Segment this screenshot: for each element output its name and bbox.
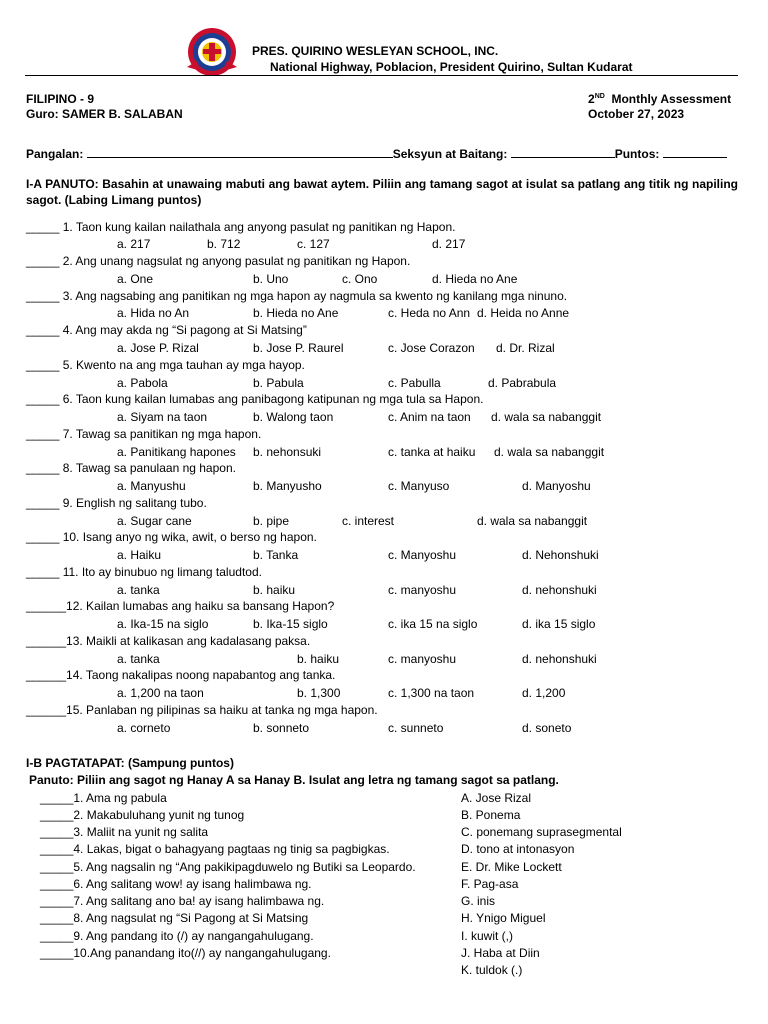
score-label: Puntos: bbox=[614, 147, 663, 161]
assessment-date: October 27, 2023 bbox=[588, 107, 685, 121]
column-b-item: D. tono at intonasyon bbox=[461, 842, 575, 856]
subject-label: FILIPINO - 9 bbox=[26, 92, 95, 106]
choice-c: c. Anim na taon bbox=[388, 410, 471, 424]
choice-b: b. nehonsuki bbox=[253, 445, 322, 459]
column-a-item: _____9. Ang pandang ito (/) ay nangangahulugang. bbox=[40, 929, 314, 943]
assessment-title bbox=[588, 92, 731, 106]
choice-a: a. Hida no An bbox=[117, 306, 190, 320]
question-text: _____ 5. Kwento na ang mga tauhan ay mga hayop. bbox=[26, 358, 305, 372]
choice-a: a. 1,200 na taon bbox=[117, 686, 204, 700]
column-a-item: _____2. Makabuluhang yunit ng tunog bbox=[40, 808, 245, 822]
choice-b: b. haiku bbox=[253, 583, 296, 597]
question-text: _____ 4. Ang may akda ng “Si pagong at Si Matsing” bbox=[26, 323, 307, 337]
choice-b: b. 712 bbox=[207, 237, 241, 251]
column-b-item: I. kuwit (,) bbox=[461, 929, 514, 943]
choice-d: d. wala sa nabanggit bbox=[477, 514, 588, 528]
header-divider bbox=[25, 75, 738, 76]
assessment-label: Monthly Assessment bbox=[611, 92, 732, 106]
column-b-item: K. tuldok (.) bbox=[461, 963, 523, 977]
section-blank[interactable] bbox=[511, 146, 615, 158]
question-text: _____ 7. Tawag sa panitikan ng mga hapon. bbox=[26, 427, 262, 441]
school-address: National Highway, Poblacion, President Quirino, Sultan Kudarat bbox=[270, 60, 633, 74]
school-logo bbox=[183, 27, 241, 77]
choice-d: d. 217 bbox=[432, 237, 466, 251]
choice-b: b. sonneto bbox=[253, 721, 310, 735]
choice-a: a. Ika-15 na siglo bbox=[117, 617, 209, 631]
choice-a: a. tanka bbox=[117, 652, 160, 666]
choice-d: d. wala sa nabanggit bbox=[494, 445, 605, 459]
choice-a: a. Siyam na taon bbox=[117, 410, 208, 424]
choice-c: c. Manyoshu bbox=[388, 548, 457, 562]
column-a-item: _____4. Lakas, bigat o bahagyang pagtaas ng tinig sa pagbigkas. bbox=[40, 842, 390, 856]
choice-b: b. Hieda no Ane bbox=[253, 306, 339, 320]
choice-d: d. ika 15 siglo bbox=[522, 617, 596, 631]
name-line bbox=[26, 146, 727, 161]
column-a-item: _____6. Ang salitang wow! ay isang halimbawa ng. bbox=[40, 877, 312, 891]
column-a-item: _____10.Ang panandang ito(//) ay nangangahulugang. bbox=[40, 946, 331, 960]
choice-c: c. Jose Corazon bbox=[388, 341, 475, 355]
part1-instructions: I-A PANUTO: Basahin at unawaing mabuti ang bawat aytem. Piliin ang tamang sagot at isulat sa patlang ang titik ng napiling sagot. (Labing Limang puntos) bbox=[26, 177, 738, 207]
question-text: _____ 1. Taon kung kailan nailathala ang anyong pasulat ng panitikan ng Hapon. bbox=[26, 220, 456, 234]
column-b-item: C. ponemang suprasegmental bbox=[461, 825, 622, 839]
choice-c: c. Ono bbox=[342, 272, 378, 286]
choice-a: a. One bbox=[117, 272, 154, 286]
choice-b: b. Jose P. Raurel bbox=[253, 341, 344, 355]
choice-c: c. manyoshu bbox=[388, 652, 457, 666]
choice-c: c. tanka at haiku bbox=[388, 445, 476, 459]
choice-a: a. Jose P. Rizal bbox=[117, 341, 199, 355]
choice-a: a. Sugar cane bbox=[117, 514, 192, 528]
choice-b: b. Uno bbox=[253, 272, 289, 286]
choice-d: d. Manyoshu bbox=[522, 479, 591, 493]
choice-c: c. 127 bbox=[297, 237, 330, 251]
question-text: _____ 11. Ito ay binubuo ng limang taludtod. bbox=[26, 565, 262, 579]
column-a-item: _____1. Ama ng pabula bbox=[40, 791, 167, 805]
question-text: ______12. Kailan lumabas ang haiku sa bansang Hapon? bbox=[26, 599, 335, 613]
column-a-item: _____8. Ang nagsulat ng “Si Pagong at Si Matsing bbox=[40, 911, 309, 925]
column-b-item: A. Jose Rizal bbox=[461, 791, 532, 805]
column-a-item: _____7. Ang salitang ano ba! ay isang halimbawa ng. bbox=[40, 894, 325, 908]
choice-c: c. sunneto bbox=[388, 721, 444, 735]
question-text: _____ 8. Tawag sa panulaan ng hapon. bbox=[26, 461, 236, 475]
name-label: Pangalan: bbox=[26, 147, 87, 161]
name-blank[interactable] bbox=[87, 146, 393, 158]
choice-d: d. soneto bbox=[522, 721, 572, 735]
choice-c: c. 1,300 na taon bbox=[388, 686, 475, 700]
choice-d: d. Dr. Rizal bbox=[496, 341, 555, 355]
column-a-item: _____5. Ang nagsalin ng “Ang pakikipagduwelo ng Butiki sa Leopardo. bbox=[40, 860, 416, 874]
choice-d: d. nehonshuki bbox=[522, 583, 597, 597]
question-text: _____ 9. English ng salitang tubo. bbox=[26, 496, 207, 510]
choice-a: a. Panitikang hapones bbox=[117, 445, 236, 459]
choice-b: b. 1,300 bbox=[297, 686, 341, 700]
question-text: ______14. Taong nakalipas noong napabantog ang tanka. bbox=[26, 668, 336, 682]
choice-c: c. Heda no Ann bbox=[388, 306, 471, 320]
choice-a: a. Pabola bbox=[117, 376, 168, 390]
choice-d: d. Hieda no Ane bbox=[432, 272, 518, 286]
column-a-item: _____3. Maliit na yunit ng salita bbox=[40, 825, 209, 839]
column-b-item: E. Dr. Mike Lockett bbox=[461, 860, 562, 874]
section-label: Seksyun at Baitang: bbox=[392, 147, 511, 161]
assessment-number: 2 bbox=[588, 92, 595, 106]
choice-a: a. tanka bbox=[117, 583, 160, 597]
choice-a: a. corneto bbox=[117, 721, 171, 735]
choice-b: b. haiku bbox=[297, 652, 340, 666]
choice-c: c. Pabulla bbox=[388, 376, 441, 390]
choice-c: c. ika 15 na siglo bbox=[388, 617, 478, 631]
choice-c: c. Manyuso bbox=[388, 479, 450, 493]
score-blank[interactable] bbox=[663, 146, 727, 158]
choice-d: d. wala sa nabanggit bbox=[491, 410, 602, 424]
choice-c: c. manyoshu bbox=[388, 583, 457, 597]
choice-d: d. Pabrabula bbox=[488, 376, 557, 390]
choice-d: d. 1,200 bbox=[522, 686, 566, 700]
question-text: _____ 6. Taon kung kailan lumabas ang panibagong katipunan ng mga tula sa Hapon. bbox=[26, 392, 484, 406]
question-text: ______15. Panlaban ng pilipinas sa haiku at tanka ng mga hapon. bbox=[26, 703, 378, 717]
choice-d: d. nehonshuki bbox=[522, 652, 597, 666]
assessment-ordinal: ND bbox=[594, 93, 605, 100]
column-b-item: G. inis bbox=[461, 894, 496, 908]
choice-b: b. Pabula bbox=[253, 376, 304, 390]
choice-a: a. Haiku bbox=[117, 548, 162, 562]
question-text: ______13. Maikli at kalikasan ang kadalasang paksa. bbox=[26, 634, 311, 648]
choice-b: b. pipe bbox=[253, 514, 290, 528]
school-name: PRES. QUIRINO WESLEYAN SCHOOL, INC. bbox=[252, 44, 499, 58]
part2-instructions: Panuto: Piliin ang sagot ng Hanay A sa Hanay B. Isulat ang letra ng tamang sagot sa patlang. bbox=[29, 773, 559, 787]
column-b-item: F. Pag-asa bbox=[461, 877, 519, 891]
choice-a: a. 217 bbox=[117, 237, 151, 251]
choice-b: b. Walong taon bbox=[253, 410, 334, 424]
part2-title: I-B PAGTATAPAT: (Sampung puntos) bbox=[26, 756, 234, 770]
question-text: _____ 10. Isang anyo ng wika, awit, o berso ng hapon. bbox=[26, 530, 317, 544]
choice-a: a. Manyushu bbox=[117, 479, 186, 493]
choice-d: d. Nehonshuki bbox=[522, 548, 599, 562]
column-b-item: H. Ynigo Miguel bbox=[461, 911, 546, 925]
choice-b: b. Manyusho bbox=[253, 479, 322, 493]
teacher-label: Guro: SAMER B. SALABAN bbox=[26, 107, 183, 121]
question-text: _____ 2. Ang unang nagsulat ng anyong pasulat ng panitikan ng Hapon. bbox=[26, 254, 411, 268]
choice-b: b. Ika-15 siglo bbox=[253, 617, 328, 631]
choice-d: d. Heida no Anne bbox=[477, 306, 570, 320]
choice-c: c. interest bbox=[342, 514, 395, 528]
choice-b: b. Tanka bbox=[253, 548, 299, 562]
column-b-item: B. Ponema bbox=[461, 808, 521, 822]
question-text: _____ 3. Ang nagsabing ang panitikan ng mga hapon ay nagmula sa kwento ng kanilang mga ninuno. bbox=[26, 289, 568, 303]
column-b-item: J. Haba at Diin bbox=[461, 946, 540, 960]
